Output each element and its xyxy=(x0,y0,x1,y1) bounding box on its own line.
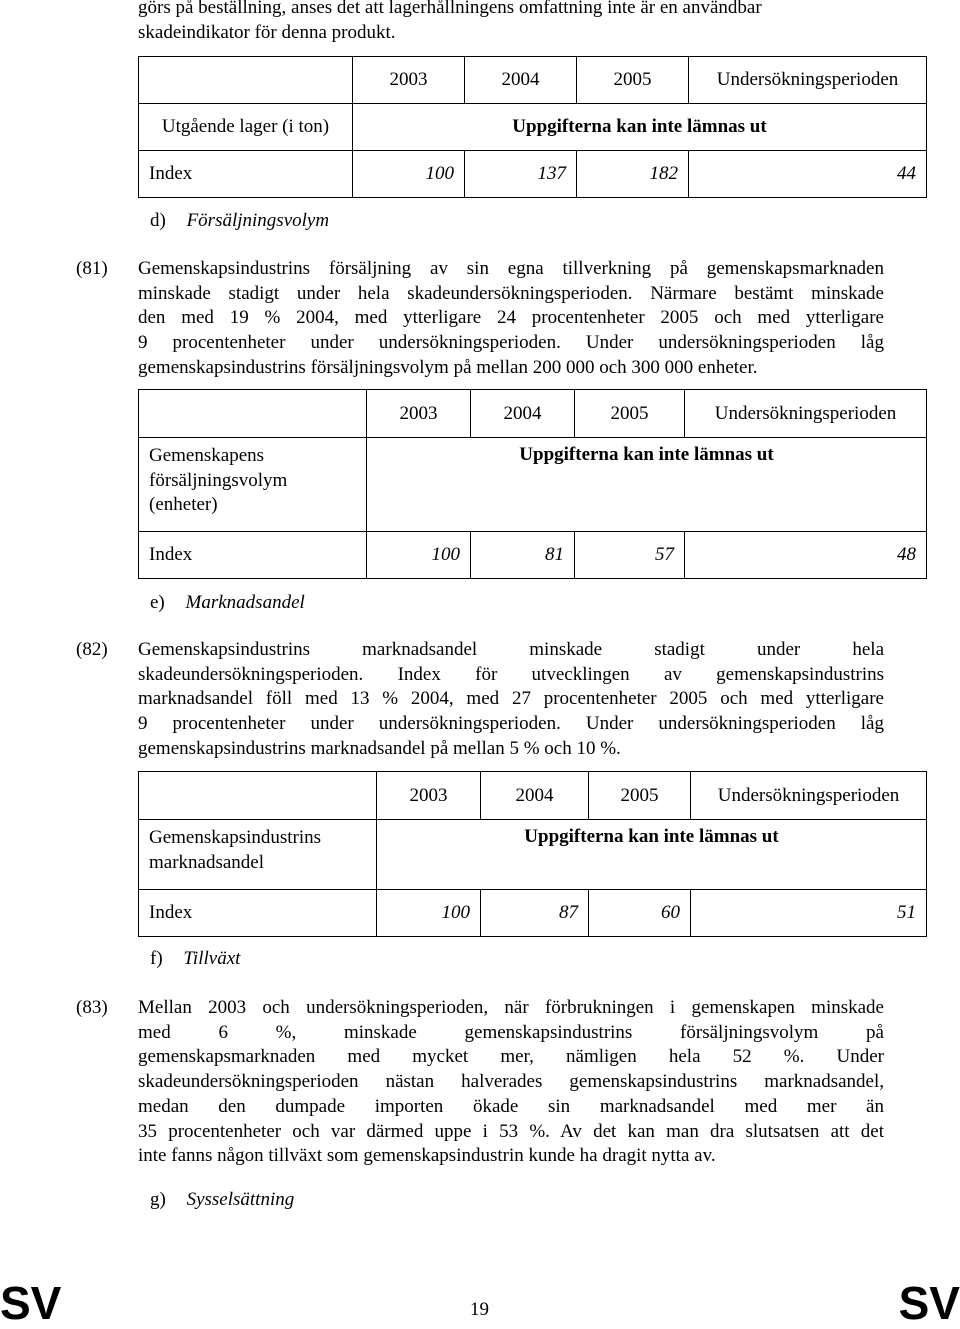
table-row-value: Uppgifterna kan inte lämnas ut xyxy=(353,104,927,151)
paragraph-line: gemenskapsindustrins marknadsandel på mellan 5 % och 10 %. xyxy=(138,737,621,759)
table-row-value: Uppgifterna kan inte lämnas ut xyxy=(367,438,927,532)
table-index-value: 60 xyxy=(589,890,691,937)
paragraph-line: den med 19 % 2004, med ytterligare 24 procentenheter 2005 och med ytterligare xyxy=(138,307,884,329)
table-header: 2005 xyxy=(589,772,691,820)
section-title: Sysselsättning xyxy=(186,1189,295,1210)
table-index-value: 87 xyxy=(481,890,589,937)
paragraph-line: minskade stadigt under hela skadeundersökningsperioden. Närmare bestämt minskade xyxy=(138,282,884,304)
table-row-label xyxy=(139,438,367,532)
table-row-label-line: Gemenskapsindustrins xyxy=(149,827,322,848)
table-index-value: 48 xyxy=(685,532,927,579)
paragraph-line: 9 procentenheter under undersökningsperioden. Under undersökningsperioden låg xyxy=(138,713,884,735)
table-index-label: Index xyxy=(139,151,353,198)
paragraph-line: skadeundersökningsperioden. Index för utvecklingen av gemenskapsindustrins xyxy=(138,663,884,685)
table-row-label-line: försäljningsvolym xyxy=(149,469,288,491)
table-index-value: 100 xyxy=(353,151,465,198)
intro-text xyxy=(138,0,888,45)
paragraph-number: (82) xyxy=(76,639,108,660)
paragraph-82 xyxy=(138,638,884,762)
paragraph-line: gemenskapsmarknaden med mycket mer, nämligen hela 52 %. Under xyxy=(138,1046,884,1068)
section-heading-e xyxy=(150,592,305,614)
paragraph-number: (83) xyxy=(76,997,108,1018)
table-index-value: 100 xyxy=(367,532,471,579)
paragraph-81 xyxy=(138,257,884,381)
paragraph-line: medan den dumpade importen ökade sin marknadsandel med mer än xyxy=(138,1095,884,1117)
table-header: 2005 xyxy=(575,390,685,438)
paragraph-line: marknadsandel föll med 13 % 2004, med 27 procentenheter 2005 och med ytterligare xyxy=(138,688,884,710)
footer-language-right: SV xyxy=(898,1277,960,1329)
table-index-value: 182 xyxy=(577,151,689,198)
section-heading-f xyxy=(150,948,240,970)
paragraph-number: (81) xyxy=(76,258,108,279)
paragraph-line: Gemenskapsindustrins försäljning av sin egna tillverkning på gemenskapsmarknaden xyxy=(138,258,884,279)
table-index-value: 51 xyxy=(691,890,927,937)
paragraph-line: skadeundersökningsperioden nästan halverades gemenskapsindustrins marknadsandel, xyxy=(138,1071,884,1093)
table-header-empty xyxy=(139,57,353,104)
table-header: 2003 xyxy=(353,57,465,104)
page-number: 19 xyxy=(470,1299,489,1320)
table-row-label-line: marknadsandel xyxy=(149,851,265,873)
table-row-value: Uppgifterna kan inte lämnas ut xyxy=(377,820,927,890)
table-market-share xyxy=(138,771,927,937)
paragraph-line: inte fanns någon tillväxt som gemenskapsindustrin kunde ha dragit nytta av. xyxy=(138,1145,716,1167)
paragraph-line: Mellan 2003 och undersökningsperioden, när förbrukningen i gemenskapen minskade xyxy=(138,997,884,1018)
section-title: Försäljningsvolym xyxy=(186,210,330,231)
table-row-label-line: (enheter) xyxy=(149,494,218,515)
section-heading-g xyxy=(150,1189,294,1211)
section-heading-d xyxy=(150,210,329,232)
table-header: 2005 xyxy=(577,57,689,104)
table-sales-volume xyxy=(138,389,927,579)
table-header: 2004 xyxy=(481,772,589,820)
paragraph-line: med 6 %, minskade gemenskapsindustrins försäljningsvolym på xyxy=(138,1021,884,1043)
table-row-label xyxy=(139,820,377,890)
table-index-label: Index xyxy=(139,890,377,937)
footer-language-left: SV xyxy=(0,1277,62,1329)
table-header: Undersökningsperioden xyxy=(691,772,927,820)
section-title: Marknadsandel xyxy=(185,592,305,613)
paragraph-line: 9 procentenheter under undersökningsperioden. Under undersökningsperioden låg xyxy=(138,332,884,354)
table-index-value: 57 xyxy=(575,532,685,579)
table-row-label: Utgående lager (i ton) xyxy=(139,104,353,151)
intro-line: skadeindikator för denna produkt. xyxy=(138,21,396,43)
section-letter: d) xyxy=(150,210,166,231)
intro-line: görs på beställning, anses det att lagerhållningens omfattning inte är en användbar xyxy=(138,0,762,18)
section-letter: f) xyxy=(150,948,163,969)
section-letter: e) xyxy=(150,592,165,613)
table-index-value: 137 xyxy=(465,151,577,198)
section-title: Tillväxt xyxy=(183,948,241,969)
table-header: 2003 xyxy=(377,772,481,820)
paragraph-83 xyxy=(138,996,884,1169)
table-header: Undersökningsperioden xyxy=(689,57,927,104)
table-index-label: Index xyxy=(139,532,367,579)
section-letter: g) xyxy=(150,1189,166,1210)
table-stock xyxy=(138,56,927,198)
table-header-empty xyxy=(139,772,377,820)
table-header: Undersökningsperioden xyxy=(685,390,927,438)
table-index-value: 81 xyxy=(471,532,575,579)
table-index-value: 100 xyxy=(377,890,481,937)
table-row-label-line: Gemenskapens xyxy=(149,445,265,466)
table-header-empty xyxy=(139,390,367,438)
table-index-value: 44 xyxy=(689,151,927,198)
paragraph-line: Gemenskapsindustrins marknadsandel minskade stadigt under hela xyxy=(138,639,884,660)
table-header: 2004 xyxy=(465,57,577,104)
paragraph-line: 35 procentenheter och var därmed uppe i 53 %. Av det kan man dra slutsatsen att det xyxy=(138,1120,884,1142)
table-header: 2004 xyxy=(471,390,575,438)
paragraph-line: gemenskapsindustrins försäljningsvolym på mellan 200 000 och 300 000 enheter. xyxy=(138,356,758,378)
table-header: 2003 xyxy=(367,390,471,438)
